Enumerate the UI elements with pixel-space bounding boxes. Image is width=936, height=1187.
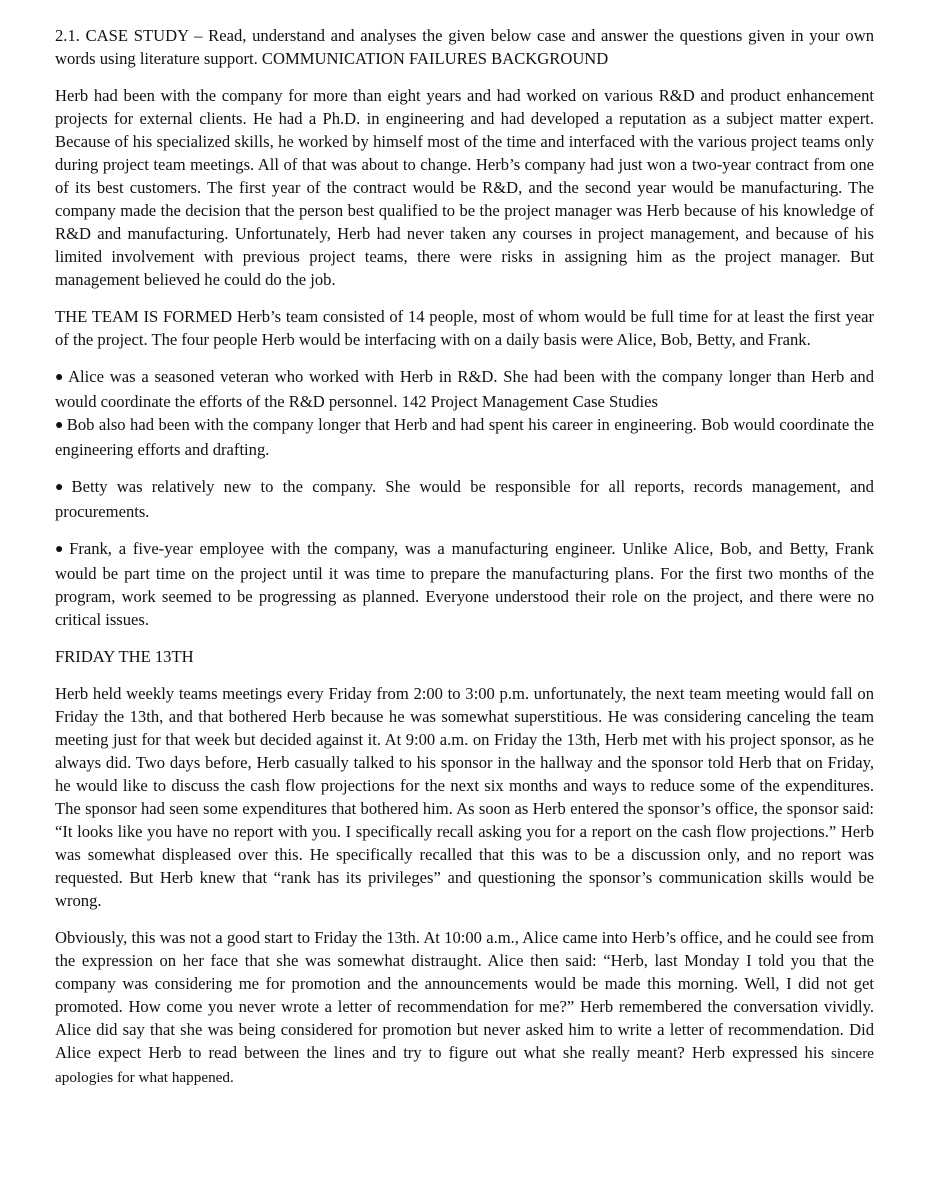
bullet-frank	[55, 537, 874, 631]
bullet-betty	[55, 475, 874, 523]
bullet-frank-text: Frank, a five-year employee with the company, was a manufacturing engineer. Unlike Alice, Bob, and Betty, Frank would be part time on the project until it was time to prepare the manufacturing plans. For the first two months of the program, work seemed to be progressing as planned. Everyone understood their role on the project, and there were no critical issues.	[55, 539, 874, 629]
bullet-icon: ●	[55, 542, 67, 557]
bullet-alice	[55, 365, 874, 413]
friday-heading: FRIDAY THE 13TH	[55, 647, 194, 666]
bullet-bob-text: Bob also had been with the company longer that Herb and had spent his career in engineering. Bob would coordinate the engineering efforts and drafting.	[55, 415, 874, 459]
alice-bob-bullets	[55, 365, 874, 461]
case-study-intro: 2.1. CASE STUDY – Read, understand and analyses the given below case and answer the questions given in your own words using literature support. COMMUNICATION FAILURES BACKGROUND	[55, 26, 874, 68]
document-page	[55, 24, 874, 1103]
bullet-icon: ●	[55, 480, 69, 495]
team-formed-paragraph: THE TEAM IS FORMED Herb’s team consisted of 14 people, most of whom would be full time for at least the first year of the project. The four people Herb would be interfacing with on a daily basis were Alice, Bob, Betty, and Frank.	[55, 307, 874, 349]
alice-paragraph-main: Obviously, this was not a good start to Friday the 13th. At 10:00 a.m., Alice came into Herb’s office, and he could see from the expression on her face that she was somewhat distraught. Alice then said: “Herb, last Monday I told you that the company was considering me for promotion and the announcements would be made this morning. Well, I did not get promoted. How come you never wrote a letter of recommendation for me?” Herb remembered the conversation vividly. Alice did say that she was being considered for promotion but never asked him to write a letter of recommendation. Did Alice expect Herb to read between the lines and try to figure out what she really meant? Herb expressed his	[55, 928, 874, 1062]
background-paragraph: Herb had been with the company for more than eight years and had worked on various R&D and product enhancement projects for external clients. He had a Ph.D. in engineering and had developed a reputation as a subject matter expert. Because of his specialized skills, he worked by himself most of the time and interfaced with the various project teams only during project team meetings. All of that was about to change. Herb’s company had just won a two-year contract from one of its best customers. The first year of the contract would be R&D, and the second year would be manufacturing. The company made the decision that the person best qualified to be the project manager was Herb because of his knowledge of R&D and manufacturing. Unfortunately, Herb had never taken any courses in project management, and because of his limited involvement with previous project teams, there were risks in assigning him as the project manager. But management believed he could do the job.	[55, 86, 874, 289]
alice-paragraph-tail: sincere apologies for what happened.	[55, 1045, 874, 1086]
alice-paragraph	[55, 926, 874, 1089]
bullet-betty-text: Betty was relatively new to the company. She would be responsible for all reports, records management, and procurements.	[55, 477, 874, 521]
friday-paragraph: Herb held weekly teams meetings every Friday from 2:00 to 3:00 p.m. unfortunately, the next team meeting would fall on Friday the 13th, and that bothered Herb because he was somewhat superstitious. He was considering canceling the team meeting just for that week but decided against it. At 9:00 a.m. on Friday the 13th, Herb met with his project sponsor, as he always did. Two days before, Herb casually talked to his sponsor in the hallway and the sponsor told Herb that on Friday, he would like to discuss the cash flow projections for the next six months and ways to reduce some of the expenditures. The sponsor had seen some expenditures that bothered him. As soon as Herb entered the sponsor’s office, the sponsor said: “It looks like you have no report with you. I specifically recall asking you for a report on the cash flow projections.” Herb was somewhat displeased over this. He specifically recalled that this was to be a discussion only, and no report was requested. But Herb knew that “rank has its privileges” and questioning the sponsor’s communication skills would be wrong.	[55, 684, 874, 910]
bullet-icon: ●	[55, 370, 66, 385]
bullet-alice-text: Alice was a seasoned veteran who worked with Herb in R&D. She had been with the company longer than Herb and would coordinate the efforts of the R&D personnel. 142 Project Management Case Studies	[55, 367, 874, 411]
bullet-icon: ●	[55, 418, 64, 433]
bullet-bob	[55, 413, 874, 461]
